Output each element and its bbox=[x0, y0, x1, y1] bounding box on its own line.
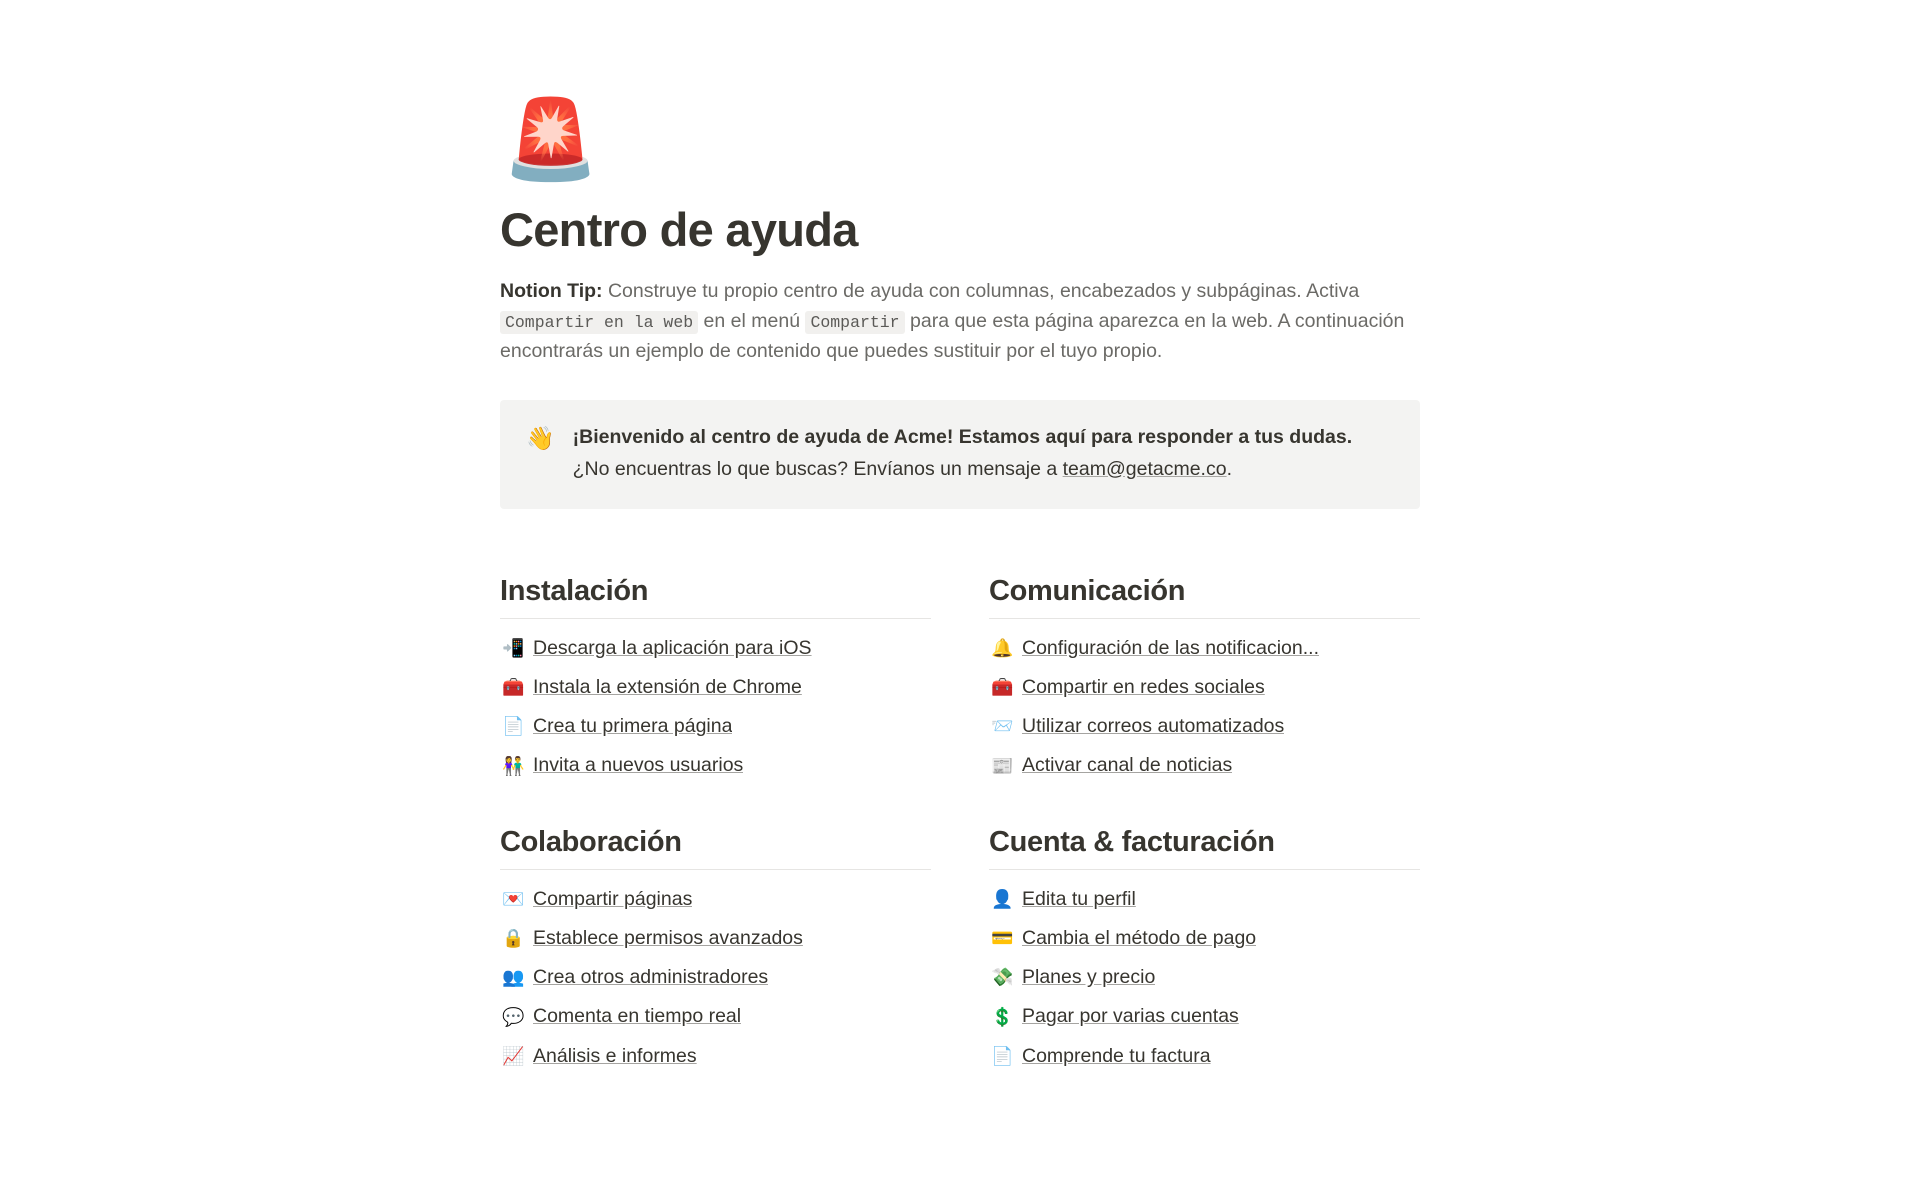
list-item[interactable] bbox=[500, 919, 931, 958]
notion-tip-text-3: para que esta página aparezca en la web. A continuación encontrarás un ejemplo de contenido que puedes sustituir por el tuyo propio. bbox=[500, 309, 1405, 363]
list-item-label[interactable]: Comprende tu factura bbox=[1022, 1044, 1211, 1067]
speech-balloon-icon: 💬 bbox=[502, 1006, 525, 1027]
column-right-top bbox=[989, 561, 1420, 812]
police-light-emoji: 🚨 bbox=[502, 95, 600, 183]
list-item-label[interactable]: Establece permisos avanzados bbox=[533, 926, 803, 949]
list-item-label[interactable]: Análisis e informes bbox=[533, 1044, 697, 1067]
link-list-instalacion bbox=[500, 629, 931, 786]
list-item-label[interactable]: Comenta en tiempo real bbox=[533, 1005, 742, 1028]
list-item[interactable] bbox=[500, 1037, 931, 1076]
list-item[interactable] bbox=[500, 707, 931, 746]
link-list-comunicacion bbox=[989, 629, 1420, 786]
list-item[interactable] bbox=[500, 629, 931, 668]
chart-increasing-icon: 📈 bbox=[502, 1045, 525, 1066]
notion-tip-paragraph bbox=[500, 276, 1405, 367]
newspaper-icon: 📰 bbox=[991, 755, 1014, 776]
list-item-label[interactable]: Configuración de las notificacion... bbox=[1022, 636, 1320, 659]
section-title-comunicacion: Comunicación bbox=[989, 574, 1186, 607]
page-icon: 📄 bbox=[502, 716, 525, 737]
list-item[interactable] bbox=[500, 958, 931, 997]
divider bbox=[500, 618, 931, 619]
link-list-cuenta-facturacion bbox=[989, 880, 1420, 1076]
list-item-label[interactable]: Descarga la aplicación para iOS bbox=[533, 636, 812, 659]
list-item-label[interactable]: Invita a nuevos usuarios bbox=[533, 754, 744, 777]
list-item-label[interactable]: Pagar por varias cuentas bbox=[1022, 1005, 1239, 1028]
welcome-callout-line-2-before: ¿No encuentras lo que buscas? Envíanos un mensaje a bbox=[572, 457, 1063, 480]
toolbox-icon: 🧰 bbox=[502, 677, 525, 698]
list-item[interactable] bbox=[989, 746, 1420, 785]
list-item[interactable] bbox=[500, 880, 931, 919]
incoming-envelope-icon: 📨 bbox=[991, 716, 1014, 737]
section-columns bbox=[500, 561, 1420, 1102]
code-share: Compartir bbox=[805, 311, 904, 334]
list-item[interactable] bbox=[989, 707, 1420, 746]
code-share-to-web: Compartir en la web bbox=[500, 311, 698, 334]
section-title-colaboracion: Colaboración bbox=[500, 825, 682, 858]
list-item-label[interactable]: Compartir en redes sociales bbox=[1022, 675, 1265, 698]
welcome-callout bbox=[500, 400, 1420, 508]
list-item-label[interactable]: Edita tu perfil bbox=[1022, 887, 1136, 910]
busts-icon: 👥 bbox=[502, 967, 525, 988]
list-item[interactable] bbox=[989, 958, 1420, 997]
list-item-label[interactable]: Utilizar correos automatizados bbox=[1022, 715, 1285, 738]
mobile-phone-arrow-icon: 📲 bbox=[502, 637, 525, 658]
list-item[interactable] bbox=[500, 668, 931, 707]
help-center-page bbox=[500, 0, 1420, 1102]
notion-tip-text-1: Construye tu propio centro de ayuda con columnas, encabezados y subpáginas. Activa bbox=[602, 279, 1360, 302]
column-left-top bbox=[500, 561, 931, 812]
toolbox-icon: 🧰 bbox=[991, 677, 1014, 698]
welcome-callout-body bbox=[573, 422, 1353, 484]
support-email-link[interactable]: team@getacme.co bbox=[1062, 457, 1227, 480]
notion-tip-text-2: en el menú bbox=[698, 309, 806, 332]
divider bbox=[989, 869, 1420, 870]
list-item[interactable] bbox=[500, 746, 931, 785]
list-item-label[interactable]: Crea otros administradores bbox=[533, 966, 769, 989]
link-list-colaboracion bbox=[500, 880, 931, 1076]
list-item-label[interactable]: Activar canal de noticias bbox=[1022, 754, 1233, 777]
list-item-label[interactable]: Planes y precio bbox=[1022, 966, 1156, 989]
list-item[interactable] bbox=[989, 997, 1420, 1036]
page-icon: 📄 bbox=[991, 1045, 1014, 1066]
love-letter-icon: 💌 bbox=[502, 888, 525, 909]
money-with-wings-icon: 💸 bbox=[991, 967, 1014, 988]
list-item[interactable] bbox=[989, 629, 1420, 668]
column-left-bottom bbox=[500, 812, 931, 1102]
credit-card-icon: 💳 bbox=[991, 928, 1014, 949]
list-item[interactable] bbox=[500, 997, 931, 1036]
list-item[interactable] bbox=[989, 880, 1420, 919]
welcome-callout-line-1: ¡Bienvenido al centro de ayuda de Acme! Estamos aquí para responder a tus dudas. bbox=[572, 426, 1353, 449]
list-item-label[interactable]: Cambia el método de pago bbox=[1022, 926, 1257, 949]
welcome-callout-line-2-after: . bbox=[1226, 457, 1232, 480]
list-item[interactable] bbox=[989, 668, 1420, 707]
list-item-label[interactable]: Crea tu primera página bbox=[533, 715, 733, 738]
people-icon: 👫 bbox=[502, 755, 525, 776]
welcome-callout-line-2 bbox=[573, 454, 1353, 485]
list-item[interactable] bbox=[989, 919, 1420, 958]
bust-silhouette-icon: 👤 bbox=[991, 888, 1014, 909]
section-title-instalacion: Instalación bbox=[500, 574, 649, 607]
section-title-cuenta-facturacion: Cuenta & facturación bbox=[989, 825, 1275, 858]
list-item-label[interactable]: Compartir páginas bbox=[533, 887, 693, 910]
waving-hand-icon: 👋 bbox=[526, 425, 555, 452]
divider bbox=[500, 869, 931, 870]
list-item[interactable] bbox=[989, 1037, 1420, 1076]
list-item-label[interactable]: Instala la extensión de Chrome bbox=[533, 675, 802, 698]
bell-icon: 🔔 bbox=[991, 637, 1014, 658]
lock-icon: 🔒 bbox=[502, 928, 525, 949]
column-right-bottom bbox=[989, 812, 1420, 1102]
notion-tip-label: Notion Tip: bbox=[500, 279, 603, 302]
divider bbox=[989, 618, 1420, 619]
page-title: Centro de ayuda bbox=[500, 203, 858, 256]
dollar-sign-icon: 💲 bbox=[991, 1006, 1014, 1027]
